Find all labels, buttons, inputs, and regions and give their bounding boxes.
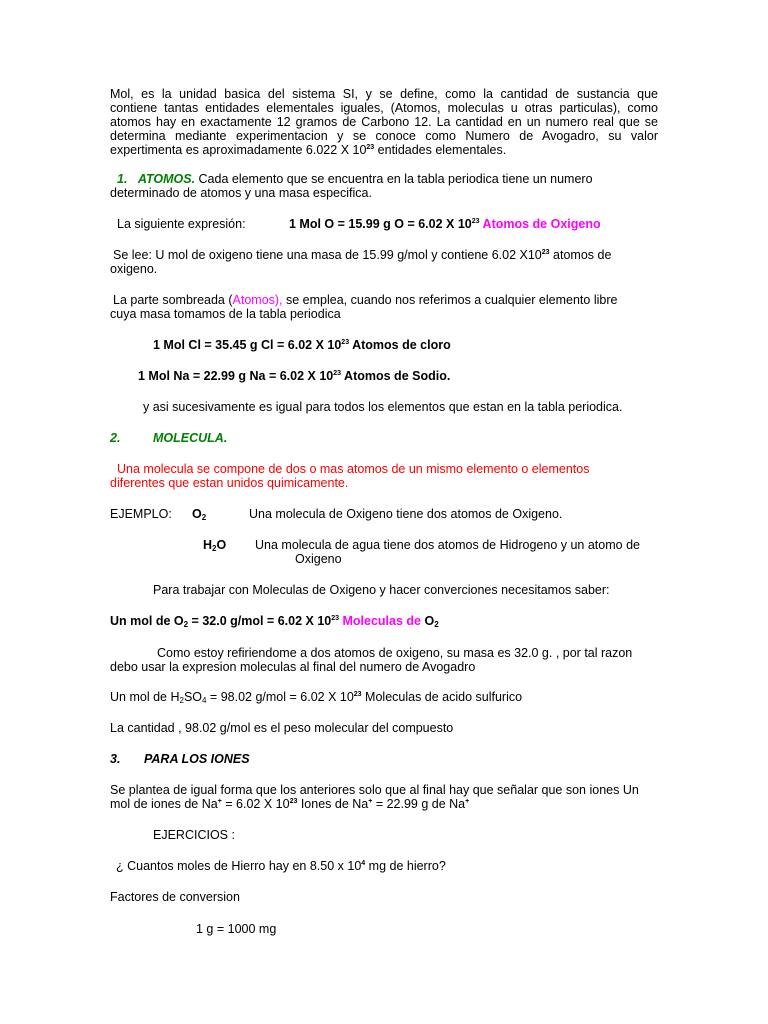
parte-sombreada-line-1: La parte sombreada (Atomos), se emplea, cuando nos referimos a cualquier elemento libre xyxy=(113,293,618,307)
intro-line-4: determina mediante experimentacion y se conoce como Numero de Avogadro, su valor xyxy=(110,129,658,143)
section-3-number: 3. xyxy=(110,752,121,766)
como-estoy-line-2: debo usar la expresion moleculas al final del numero de Avogadro xyxy=(110,660,476,674)
como-estoy-line-1: Como estoy refiriendome a dos atomos de oxigeno, su masa es 32.0 g. , por tal razon xyxy=(157,646,633,660)
section-3-heading xyxy=(110,752,250,766)
h2o-description-line-1: Una molecula de agua tiene dos atomos de Hidrogeno y un atomo de xyxy=(255,538,640,552)
cantidad-line: La cantidad , 98.02 g/mol es el peso molecular del compuesto xyxy=(110,721,454,735)
iones-line-2: mol de iones de Na+ = 6.02 X $10^{23}$ Iones de Na+ = 22.99 g de Na+ xyxy=(110,797,470,811)
h2o-formula: $H_2O$ xyxy=(203,538,227,553)
section-2-title: MOLECULA. xyxy=(153,431,228,445)
sucesivamente-line: y asi sucesivamente es igual para todos los elementos que estan en la tabla periodica. xyxy=(143,400,623,414)
section-1-title: ATOMOS. xyxy=(137,172,196,186)
factores-label: Factores de conversion xyxy=(110,890,240,904)
conversion-factor: 1 g = 1000 mg xyxy=(196,922,277,936)
oxygen-mol-equation: 1 Mol O = 15.99 g O = 6.02 X $10^{23}$ Atomos de Oxigeno xyxy=(289,217,601,231)
chlorine-mol-equation: 1 Mol Cl = 35.45 g Cl = 6.02 X $10^{23}$ Atomos de cloro xyxy=(153,338,451,352)
section-1-heading: 1. ATOMOS. Cada elemento que se encuentra en la tabla periodica tiene un numero xyxy=(117,172,593,186)
se-lee-line-2: oxigeno. xyxy=(110,262,158,276)
section-1-number: 1. xyxy=(117,172,128,186)
intro-line-2: contiene tantas entidades elementales iguales, (Atomos, moleculas u otras particulas), como xyxy=(110,101,658,115)
trabajar-line: Para trabajar con Moleculas de Oxigeno y hacer converciones necesitamos saber: xyxy=(153,583,610,597)
intro-line-5: expertimenta es aproximadamente 6.022 X $10^{23}$ entidades elementales. xyxy=(110,143,507,157)
molecule-definition-line-1: Una molecula se compone de dos o mas atomos de un mismo elemento o elementos xyxy=(117,462,590,476)
molecule-definition-line-2: diferentes que estan unidos quimicamente. xyxy=(110,476,349,490)
iones-line-1: Se plantea de igual forma que los anteriores solo que al final hay que señalar que son iones Un xyxy=(110,783,639,797)
expression-lead: La siguiente expresión: xyxy=(117,217,246,231)
example-label: EJEMPLO: xyxy=(110,507,172,521)
o2-mol-equation: Un mol de $O_2 = 32.0$ g/mol = 6.02 X $10^{23}$ Moleculas de $O_2$ xyxy=(110,614,439,629)
intro-line-1: Mol, es la unidad basica del sistema SI, y se define, como la cantidad de sustancia que xyxy=(110,87,658,101)
h2so4-mol-equation: Un mol de $H_2SO_4 = 98.02$ g/mol = 6.02 X $10^{23}$ Moleculas de acido sulfurico xyxy=(110,690,523,705)
section-2-heading xyxy=(110,431,228,445)
se-lee-line-1: Se lee: U mol de oxigeno tiene una masa de 15.99 g/mol y contiene 6.02 $X10^{23}$ atomos de xyxy=(113,248,612,262)
h2o-description-line-2: Oxigeno xyxy=(295,552,342,566)
exercise-question: ¿ Cuantos moles de Hierro hay en 8.50 x $10^4$ mg de hierro? xyxy=(116,859,446,873)
sodium-mol-equation: 1 Mol Na = 22.99 g Na = 6.02 X $10^{23}$ Atomos de Sodio. xyxy=(138,369,451,383)
section-3-title: PARA LOS IONES xyxy=(144,752,250,766)
o2-description: Una molecula de Oxigeno tiene dos atomos de Oxigeno. xyxy=(249,507,563,521)
parte-sombreada-line-2: cuya masa tomamos de la tabla periodica xyxy=(110,307,341,321)
ejercicios-title: EJERCICIOS : xyxy=(153,828,235,842)
section-1-line-2: determinado de atomos y una masa especifica. xyxy=(110,186,372,200)
intro-line-3: atomos hay en exactamente 12 gramos de Carbono 12. La cantidad en un numero real que se xyxy=(110,115,658,129)
section-2-number: 2. xyxy=(110,431,121,445)
o2-formula: $O_2$ xyxy=(192,507,207,522)
